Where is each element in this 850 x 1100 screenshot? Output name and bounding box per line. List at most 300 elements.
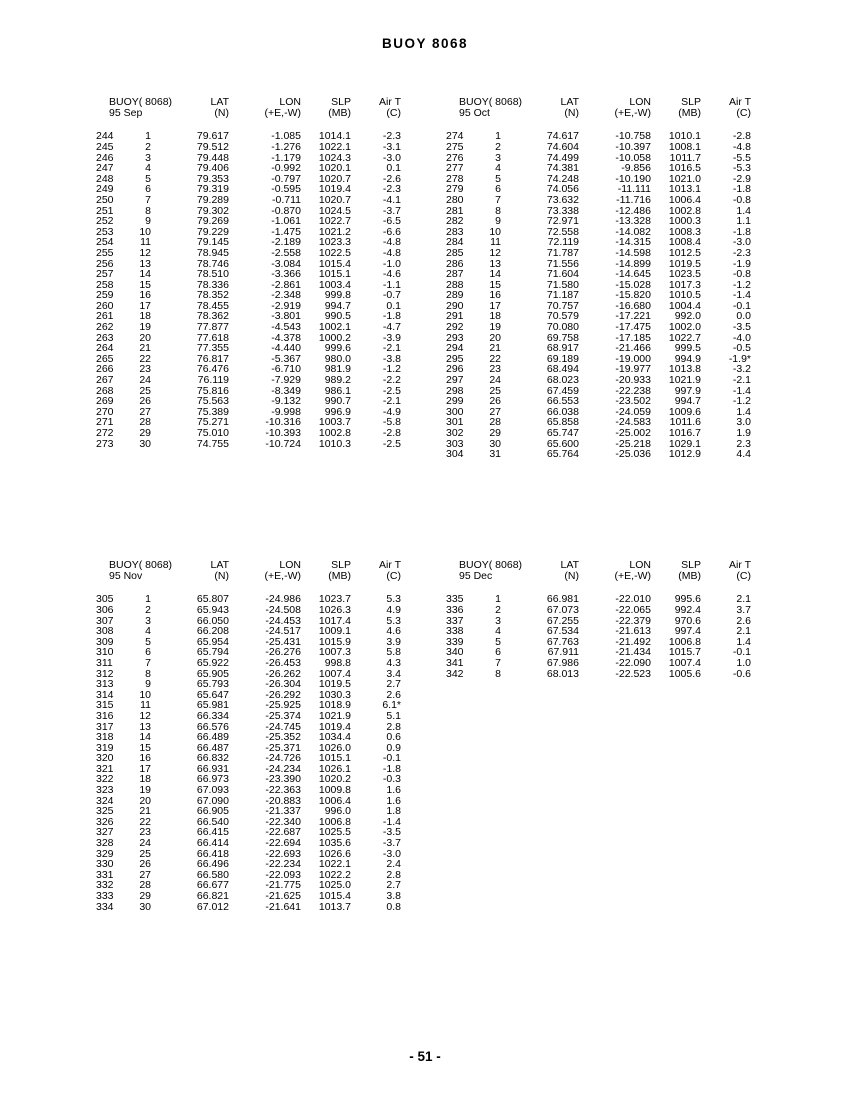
lon-unit: (+E,-W) bbox=[614, 107, 651, 120]
air-temperature-cell: 1.6 bbox=[386, 784, 401, 797]
latitude-cell: 71.604 bbox=[546, 268, 579, 281]
air-temperature-cell: -1.2 bbox=[732, 395, 751, 408]
air-temperature-cell: -0.6 bbox=[732, 667, 751, 680]
day-of-year-cell: 281 bbox=[446, 204, 464, 217]
day-of-year-cell: 305 bbox=[96, 593, 114, 606]
sea-level-pressure-cell: 1016.5 bbox=[668, 162, 701, 175]
day-of-month-cell: 12 bbox=[139, 246, 151, 259]
air-temperature-cell: -1.1 bbox=[382, 278, 401, 291]
day-of-year-cell: 274 bbox=[446, 130, 464, 143]
longitude-cell: -22.010 bbox=[615, 593, 651, 606]
latitude-cell: 79.302 bbox=[196, 204, 229, 217]
slp-unit: (MB) bbox=[328, 107, 351, 120]
latitude-cell: 66.832 bbox=[196, 752, 229, 765]
lat-header: LAT bbox=[560, 559, 579, 571]
air-temperature-cell: 2.6 bbox=[386, 688, 401, 701]
air-temperature-cell: -3.0 bbox=[382, 847, 401, 860]
day-of-year-cell: 318 bbox=[96, 731, 114, 744]
sea-level-pressure-cell: 1015.7 bbox=[668, 646, 701, 659]
longitude-cell: -4.440 bbox=[271, 342, 301, 355]
air-temperature-cell: 0.0 bbox=[736, 310, 751, 323]
air-temp-header: Air T bbox=[379, 96, 401, 108]
sea-level-pressure-cell: 1020.1 bbox=[318, 162, 351, 175]
air-temperature-cell: -1.8 bbox=[732, 225, 751, 238]
air-temperature-cell: 1.4 bbox=[736, 635, 751, 648]
day-of-month-cell: 26 bbox=[139, 395, 151, 408]
longitude-cell: -25.431 bbox=[265, 635, 301, 648]
longitude-cell: -17.475 bbox=[615, 321, 651, 334]
lat-unit: (N) bbox=[564, 107, 579, 120]
longitude-cell: -25.036 bbox=[615, 448, 651, 461]
sea-level-pressure-cell: 989.2 bbox=[324, 374, 351, 387]
longitude-cell: -0.870 bbox=[271, 204, 301, 217]
longitude-cell: -21.613 bbox=[615, 625, 651, 638]
day-of-year-cell: 277 bbox=[446, 162, 464, 175]
air-temperature-cell: -3.5 bbox=[382, 826, 401, 839]
day-of-year-cell: 272 bbox=[96, 427, 114, 439]
latitude-cell: 72.119 bbox=[547, 236, 579, 249]
longitude-cell: -22.379 bbox=[615, 614, 651, 627]
lat-header: LAT bbox=[560, 96, 579, 108]
sea-level-pressure-cell: 1007.4 bbox=[668, 656, 701, 669]
day-of-month-cell: 25 bbox=[139, 847, 151, 860]
longitude-cell: -25.218 bbox=[615, 437, 651, 450]
longitude-cell: -25.002 bbox=[615, 427, 651, 439]
day-of-year-cell: 264 bbox=[96, 342, 114, 355]
sea-level-pressure-cell: 1012.5 bbox=[668, 246, 701, 259]
air-temperature-cell: -1.8 bbox=[382, 762, 401, 775]
latitude-cell: 69.189 bbox=[546, 352, 579, 365]
sea-level-pressure-cell: 1006.8 bbox=[668, 635, 701, 648]
latitude-cell: 66.576 bbox=[196, 720, 229, 733]
sea-level-pressure-cell: 1011.7 bbox=[669, 151, 701, 164]
longitude-cell: -26.304 bbox=[265, 678, 301, 691]
latitude-cell: 65.858 bbox=[546, 416, 579, 429]
sea-level-pressure-cell: 1017.4 bbox=[318, 614, 351, 627]
latitude-cell: 78.746 bbox=[196, 257, 229, 270]
sea-level-pressure-cell: 1021.0 bbox=[668, 172, 701, 185]
longitude-cell: -2.189 bbox=[271, 236, 301, 249]
day-of-year-cell: 317 bbox=[96, 720, 114, 733]
sea-level-pressure-cell: 1010.3 bbox=[318, 437, 351, 450]
sea-level-pressure-cell: 999.5 bbox=[674, 342, 701, 355]
day-of-month-cell: 4 bbox=[495, 625, 501, 638]
air-temperature-cell: 2.7 bbox=[386, 879, 401, 892]
day-of-year-cell: 246 bbox=[96, 151, 114, 164]
latitude-cell: 67.255 bbox=[546, 614, 579, 627]
air-temperature-cell: 5.3 bbox=[386, 614, 401, 627]
sea-level-pressure-cell: 1007.3 bbox=[318, 646, 351, 659]
air-temperature-cell: 2.8 bbox=[386, 720, 401, 733]
longitude-cell: -14.315 bbox=[615, 236, 651, 249]
air-temperature-cell: 1.6 bbox=[386, 794, 401, 807]
longitude-cell: -25.352 bbox=[265, 731, 301, 744]
air-temperature-cell: 5.8 bbox=[386, 646, 401, 659]
longitude-cell: -22.694 bbox=[265, 837, 301, 850]
day-of-month-cell: 9 bbox=[495, 215, 501, 228]
longitude-cell: -22.523 bbox=[615, 667, 651, 680]
day-of-year-cell: 260 bbox=[96, 299, 114, 312]
day-of-month-cell: 5 bbox=[495, 635, 501, 648]
sea-level-pressure-cell: 1006.4 bbox=[318, 794, 351, 807]
day-of-year-cell: 315 bbox=[96, 699, 114, 712]
latitude-cell: 79.448 bbox=[196, 151, 229, 164]
day-of-year-cell: 329 bbox=[96, 847, 114, 860]
air-temp-header: Air T bbox=[379, 559, 401, 571]
air-temperature-cell: -4.6 bbox=[382, 268, 401, 281]
day-of-year-cell: 302 bbox=[446, 427, 464, 439]
air-temperature-cell: 4.9 bbox=[386, 603, 401, 616]
sea-level-pressure-cell: 1002.1 bbox=[318, 321, 351, 334]
latitude-cell: 76.119 bbox=[197, 374, 229, 387]
longitude-cell: -17.185 bbox=[615, 331, 651, 344]
month-label: 95 Sep bbox=[109, 107, 143, 120]
longitude-cell: -22.234 bbox=[265, 858, 301, 871]
air-temperature-cell: -1.8 bbox=[732, 183, 751, 196]
latitude-cell: 78.510 bbox=[196, 268, 229, 281]
day-of-month-cell: 6 bbox=[145, 183, 151, 196]
longitude-cell: -24.986 bbox=[265, 593, 301, 606]
day-of-year-cell: 266 bbox=[96, 363, 114, 376]
day-of-month-cell: 27 bbox=[139, 868, 151, 881]
buoy-label: BUOY( 8068) bbox=[109, 559, 173, 571]
day-of-month-cell: 2 bbox=[145, 140, 151, 153]
air-temperature-cell: -2.8 bbox=[732, 130, 751, 143]
latitude-cell: 66.418 bbox=[196, 847, 229, 860]
air-temperature-cell: 1.0 bbox=[736, 656, 751, 669]
slp-unit: (MB) bbox=[678, 570, 701, 583]
sea-level-pressure-cell: 1017.3 bbox=[668, 278, 701, 291]
day-of-month-cell: 5 bbox=[145, 635, 151, 648]
longitude-cell: -24.583 bbox=[615, 416, 651, 429]
sea-level-pressure-cell: 1015.1 bbox=[318, 268, 351, 281]
air-temperature-cell: 0.6 bbox=[386, 731, 401, 744]
latitude-cell: 68.013 bbox=[546, 667, 579, 680]
sea-level-pressure-cell: 1010.5 bbox=[668, 289, 701, 302]
day-of-month-cell: 1 bbox=[145, 130, 151, 143]
latitude-cell: 65.905 bbox=[196, 667, 229, 680]
day-of-month-cell: 13 bbox=[139, 720, 151, 733]
day-of-month-cell: 28 bbox=[139, 879, 151, 892]
latitude-cell: 66.489 bbox=[196, 731, 229, 744]
longitude-cell: -8.349 bbox=[271, 384, 301, 397]
sea-level-pressure-cell: 1026.3 bbox=[318, 603, 351, 616]
latitude-cell: 73.338 bbox=[546, 204, 579, 217]
air-temperature-cell: -0.5 bbox=[732, 342, 751, 355]
day-of-year-cell: 258 bbox=[96, 278, 114, 291]
sea-level-pressure-cell: 1008.4 bbox=[668, 236, 701, 249]
air-temperature-cell: 0.8 bbox=[386, 900, 401, 913]
latitude-cell: 65.793 bbox=[196, 678, 229, 691]
latitude-cell: 66.415 bbox=[196, 826, 229, 839]
sea-level-pressure-cell: 996.9 bbox=[324, 405, 351, 418]
latitude-cell: 79.229 bbox=[196, 225, 229, 238]
longitude-cell: -22.693 bbox=[265, 847, 301, 860]
sea-level-pressure-cell: 995.6 bbox=[674, 593, 701, 606]
air-temperature-cell: 0.9 bbox=[386, 741, 401, 754]
longitude-cell: -2.919 bbox=[271, 299, 301, 312]
day-of-year-cell: 276 bbox=[446, 151, 464, 164]
sea-level-pressure-cell: 1000.2 bbox=[318, 331, 351, 344]
day-of-month-cell: 15 bbox=[139, 278, 151, 291]
air-temperature-cell: 4.3 bbox=[386, 656, 401, 669]
longitude-cell: -10.190 bbox=[615, 172, 651, 185]
longitude-cell: -14.082 bbox=[615, 225, 651, 238]
sea-level-pressure-cell: 1015.9 bbox=[318, 635, 351, 648]
day-of-year-cell: 327 bbox=[96, 826, 114, 839]
latitude-cell: 79.512 bbox=[196, 140, 229, 153]
day-of-month-cell: 2 bbox=[495, 603, 501, 616]
latitude-cell: 77.355 bbox=[196, 342, 229, 355]
latitude-cell: 69.758 bbox=[546, 331, 579, 344]
day-of-month-cell: 26 bbox=[139, 858, 151, 871]
latitude-cell: 75.010 bbox=[196, 427, 229, 439]
sea-level-pressure-cell: 1021.9 bbox=[318, 709, 351, 722]
day-of-month-cell: 3 bbox=[495, 614, 501, 627]
latitude-cell: 65.807 bbox=[196, 593, 229, 606]
longitude-cell: -10.393 bbox=[265, 427, 301, 439]
day-of-year-cell: 278 bbox=[446, 172, 464, 185]
day-of-month-cell: 11 bbox=[140, 699, 151, 712]
air-temperature-cell: 3.7 bbox=[736, 603, 751, 616]
day-of-month-cell: 25 bbox=[139, 384, 151, 397]
sea-level-pressure-cell: 1016.7 bbox=[668, 427, 701, 439]
sea-level-pressure-cell: 1008.1 bbox=[668, 140, 701, 153]
latitude-cell: 77.618 bbox=[196, 331, 229, 344]
day-of-year-cell: 332 bbox=[96, 879, 114, 892]
day-of-year-cell: 328 bbox=[96, 837, 114, 850]
air-temp-unit: (C) bbox=[736, 107, 751, 120]
longitude-cell: -14.899 bbox=[615, 257, 651, 270]
longitude-cell: -10.397 bbox=[615, 140, 651, 153]
day-of-month-cell: 16 bbox=[489, 289, 501, 302]
air-temperature-cell: -2.9 bbox=[732, 172, 751, 185]
air-temp-unit: (C) bbox=[736, 570, 751, 583]
longitude-cell: -21.337 bbox=[265, 805, 301, 818]
day-of-year-cell: 298 bbox=[446, 384, 464, 397]
longitude-cell: -2.861 bbox=[271, 278, 301, 291]
day-of-month-cell: 9 bbox=[145, 215, 151, 228]
sea-level-pressure-cell: 1005.6 bbox=[668, 667, 701, 680]
latitude-cell: 73.632 bbox=[546, 193, 579, 206]
air-temperature-cell: -2.3 bbox=[382, 183, 401, 196]
latitude-cell: 79.406 bbox=[196, 162, 229, 175]
sea-level-pressure-cell: 1009.6 bbox=[668, 405, 701, 418]
sea-level-pressure-cell: 1000.3 bbox=[668, 215, 701, 228]
longitude-cell: -26.453 bbox=[265, 656, 301, 669]
air-temperature-cell: -2.5 bbox=[382, 437, 401, 450]
longitude-cell: -21.775 bbox=[265, 879, 301, 892]
longitude-cell: -10.758 bbox=[615, 130, 651, 143]
day-of-year-cell: 257 bbox=[96, 268, 114, 281]
air-temperature-cell: -2.6 bbox=[382, 172, 401, 185]
day-of-year-cell: 321 bbox=[96, 762, 114, 775]
latitude-cell: 74.604 bbox=[546, 140, 579, 153]
sea-level-pressure-cell: 1010.1 bbox=[668, 130, 701, 143]
day-of-month-cell: 14 bbox=[139, 268, 151, 281]
day-of-year-cell: 334 bbox=[96, 900, 114, 913]
day-of-month-cell: 15 bbox=[489, 278, 501, 291]
day-of-month-cell: 1 bbox=[145, 593, 151, 606]
day-of-month-cell: 24 bbox=[489, 374, 501, 387]
latitude-cell: 66.334 bbox=[196, 709, 229, 722]
longitude-cell: -21.466 bbox=[615, 342, 651, 355]
day-of-month-cell: 6 bbox=[495, 183, 501, 196]
air-temperature-cell: 1.4 bbox=[736, 405, 751, 418]
latitude-cell: 65.794 bbox=[196, 646, 229, 659]
longitude-cell: -25.371 bbox=[265, 741, 301, 754]
sea-level-pressure-cell: 1021.9 bbox=[668, 374, 701, 387]
day-of-year-cell: 287 bbox=[446, 268, 464, 281]
air-temperature-cell: -1.9 bbox=[732, 257, 751, 270]
day-of-month-cell: 3 bbox=[145, 151, 151, 164]
lat-unit: (N) bbox=[564, 570, 579, 583]
sea-level-pressure-cell: 997.4 bbox=[674, 625, 701, 638]
air-temperature-cell: -5.5 bbox=[732, 151, 751, 164]
day-of-year-cell: 323 bbox=[96, 784, 114, 797]
longitude-cell: -3.366 bbox=[271, 268, 301, 281]
day-of-month-cell: 8 bbox=[145, 667, 151, 680]
day-of-month-cell: 17 bbox=[139, 762, 151, 775]
day-of-year-cell: 316 bbox=[96, 709, 114, 722]
day-of-month-cell: 3 bbox=[495, 151, 501, 164]
sea-level-pressure-cell: 1034.4 bbox=[318, 731, 351, 744]
longitude-cell: -9.132 bbox=[271, 395, 301, 408]
day-of-month-cell: 4 bbox=[495, 162, 501, 175]
latitude-cell: 74.056 bbox=[546, 183, 579, 196]
day-of-month-cell: 22 bbox=[139, 815, 151, 828]
day-of-year-cell: 306 bbox=[96, 603, 114, 616]
latitude-cell: 78.362 bbox=[196, 310, 229, 323]
day-of-year-cell: 253 bbox=[96, 225, 114, 238]
sea-level-pressure-cell: 1002.8 bbox=[668, 204, 701, 217]
day-of-year-cell: 279 bbox=[446, 183, 464, 196]
air-temp-unit: (C) bbox=[386, 107, 401, 120]
longitude-cell: -21.492 bbox=[615, 635, 651, 648]
longitude-cell: -24.508 bbox=[265, 603, 301, 616]
air-temperature-cell: 2.3 bbox=[736, 437, 751, 450]
day-of-month-cell: 30 bbox=[139, 437, 151, 450]
day-of-year-cell: 313 bbox=[96, 678, 114, 691]
latitude-cell: 75.816 bbox=[196, 384, 229, 397]
day-of-year-cell: 244 bbox=[96, 130, 114, 143]
sea-level-pressure-cell: 1022.2 bbox=[318, 868, 351, 881]
day-of-year-cell: 303 bbox=[446, 437, 464, 450]
day-of-month-cell: 13 bbox=[139, 257, 151, 270]
longitude-cell: -15.820 bbox=[615, 289, 651, 302]
air-temperature-cell: 5.1 bbox=[386, 709, 401, 722]
day-of-year-cell: 273 bbox=[96, 437, 114, 450]
day-of-month-cell: 18 bbox=[139, 310, 151, 323]
air-temperature-cell: -1.4 bbox=[732, 384, 751, 397]
lon-header: LON bbox=[629, 559, 651, 571]
latitude-cell: 68.023 bbox=[546, 374, 579, 387]
sea-level-pressure-cell: 994.7 bbox=[324, 299, 351, 312]
day-of-month-cell: 14 bbox=[489, 268, 501, 281]
air-temperature-cell: -1.2 bbox=[732, 278, 751, 291]
lat-unit: (N) bbox=[214, 107, 229, 120]
sea-level-pressure-cell: 1026.0 bbox=[318, 741, 351, 754]
day-of-year-cell: 324 bbox=[96, 794, 114, 807]
longitude-cell: -22.093 bbox=[265, 868, 301, 881]
lon-header: LON bbox=[629, 96, 651, 108]
longitude-cell: -23.502 bbox=[615, 395, 651, 408]
air-temperature-cell: -4.7 bbox=[382, 321, 401, 334]
day-of-month-cell: 7 bbox=[145, 193, 151, 206]
air-temperature-cell: -4.8 bbox=[382, 246, 401, 259]
latitude-cell: 65.981 bbox=[196, 699, 229, 712]
page-number: - 51 - bbox=[409, 1049, 441, 1064]
longitude-cell: -4.378 bbox=[271, 331, 301, 344]
sea-level-pressure-cell: 999.8 bbox=[324, 289, 351, 302]
buoy-label: BUOY( 8068) bbox=[109, 96, 173, 108]
sea-level-pressure-cell: 1014.1 bbox=[318, 130, 351, 143]
sea-level-pressure-cell: 1035.6 bbox=[318, 837, 351, 850]
longitude-cell: -1.475 bbox=[271, 225, 301, 238]
air-temp-header: Air T bbox=[729, 559, 751, 571]
longitude-cell: -24.726 bbox=[265, 752, 301, 765]
latitude-cell: 74.248 bbox=[546, 172, 579, 185]
day-of-month-cell: 2 bbox=[145, 603, 151, 616]
latitude-cell: 74.381 bbox=[546, 162, 579, 175]
air-temperature-cell: 2.7 bbox=[386, 678, 401, 691]
day-of-year-cell: 292 bbox=[446, 321, 464, 334]
longitude-cell: -21.625 bbox=[265, 890, 301, 902]
day-of-month-cell: 13 bbox=[489, 257, 501, 270]
day-of-month-cell: 8 bbox=[495, 667, 501, 680]
longitude-cell: -26.262 bbox=[265, 667, 301, 680]
lat-unit: (N) bbox=[214, 570, 229, 583]
sea-level-pressure-cell: 1025.0 bbox=[318, 879, 351, 892]
latitude-cell: 66.905 bbox=[196, 805, 229, 818]
latitude-cell: 67.763 bbox=[546, 635, 579, 648]
sea-level-pressure-cell: 1023.7 bbox=[318, 593, 351, 606]
air-temperature-cell: -0.1 bbox=[732, 299, 751, 312]
air-temperature-cell: -2.3 bbox=[382, 130, 401, 143]
day-of-year-cell: 335 bbox=[446, 593, 464, 606]
air-temperature-cell: -1.8 bbox=[382, 310, 401, 323]
latitude-cell: 66.496 bbox=[196, 858, 229, 871]
longitude-cell: -14.645 bbox=[615, 268, 651, 281]
longitude-cell: -25.374 bbox=[265, 709, 301, 722]
latitude-cell: 65.647 bbox=[196, 688, 229, 701]
sea-level-pressure-cell: 1007.4 bbox=[318, 667, 351, 680]
longitude-cell: -22.090 bbox=[615, 656, 651, 669]
day-of-month-cell: 31 bbox=[489, 448, 501, 461]
sea-level-pressure-cell: 1006.4 bbox=[668, 193, 701, 206]
latitude-cell: 65.600 bbox=[546, 437, 579, 450]
day-of-year-cell: 286 bbox=[446, 257, 464, 270]
day-of-month-cell: 29 bbox=[139, 890, 151, 902]
air-temperature-cell: -0.1 bbox=[732, 646, 751, 659]
day-of-month-cell: 26 bbox=[489, 395, 501, 408]
air-temperature-cell: -5.8 bbox=[382, 416, 401, 429]
air-temperature-cell: -1.0 bbox=[382, 257, 401, 270]
slp-header: SLP bbox=[681, 96, 701, 108]
latitude-cell: 76.476 bbox=[196, 363, 229, 376]
day-of-month-cell: 9 bbox=[145, 678, 151, 691]
air-temperature-cell: -2.5 bbox=[382, 384, 401, 397]
sea-level-pressure-cell: 1013.8 bbox=[668, 363, 701, 376]
latitude-cell: 65.764 bbox=[546, 448, 579, 461]
day-of-year-cell: 310 bbox=[96, 646, 114, 659]
day-of-year-cell: 325 bbox=[96, 805, 114, 818]
day-of-month-cell: 23 bbox=[139, 826, 151, 839]
day-of-year-cell: 330 bbox=[96, 858, 114, 871]
sea-level-pressure-cell: 970.6 bbox=[674, 614, 701, 627]
day-of-year-cell: 285 bbox=[446, 246, 464, 259]
sea-level-pressure-cell: 1022.1 bbox=[318, 140, 351, 153]
